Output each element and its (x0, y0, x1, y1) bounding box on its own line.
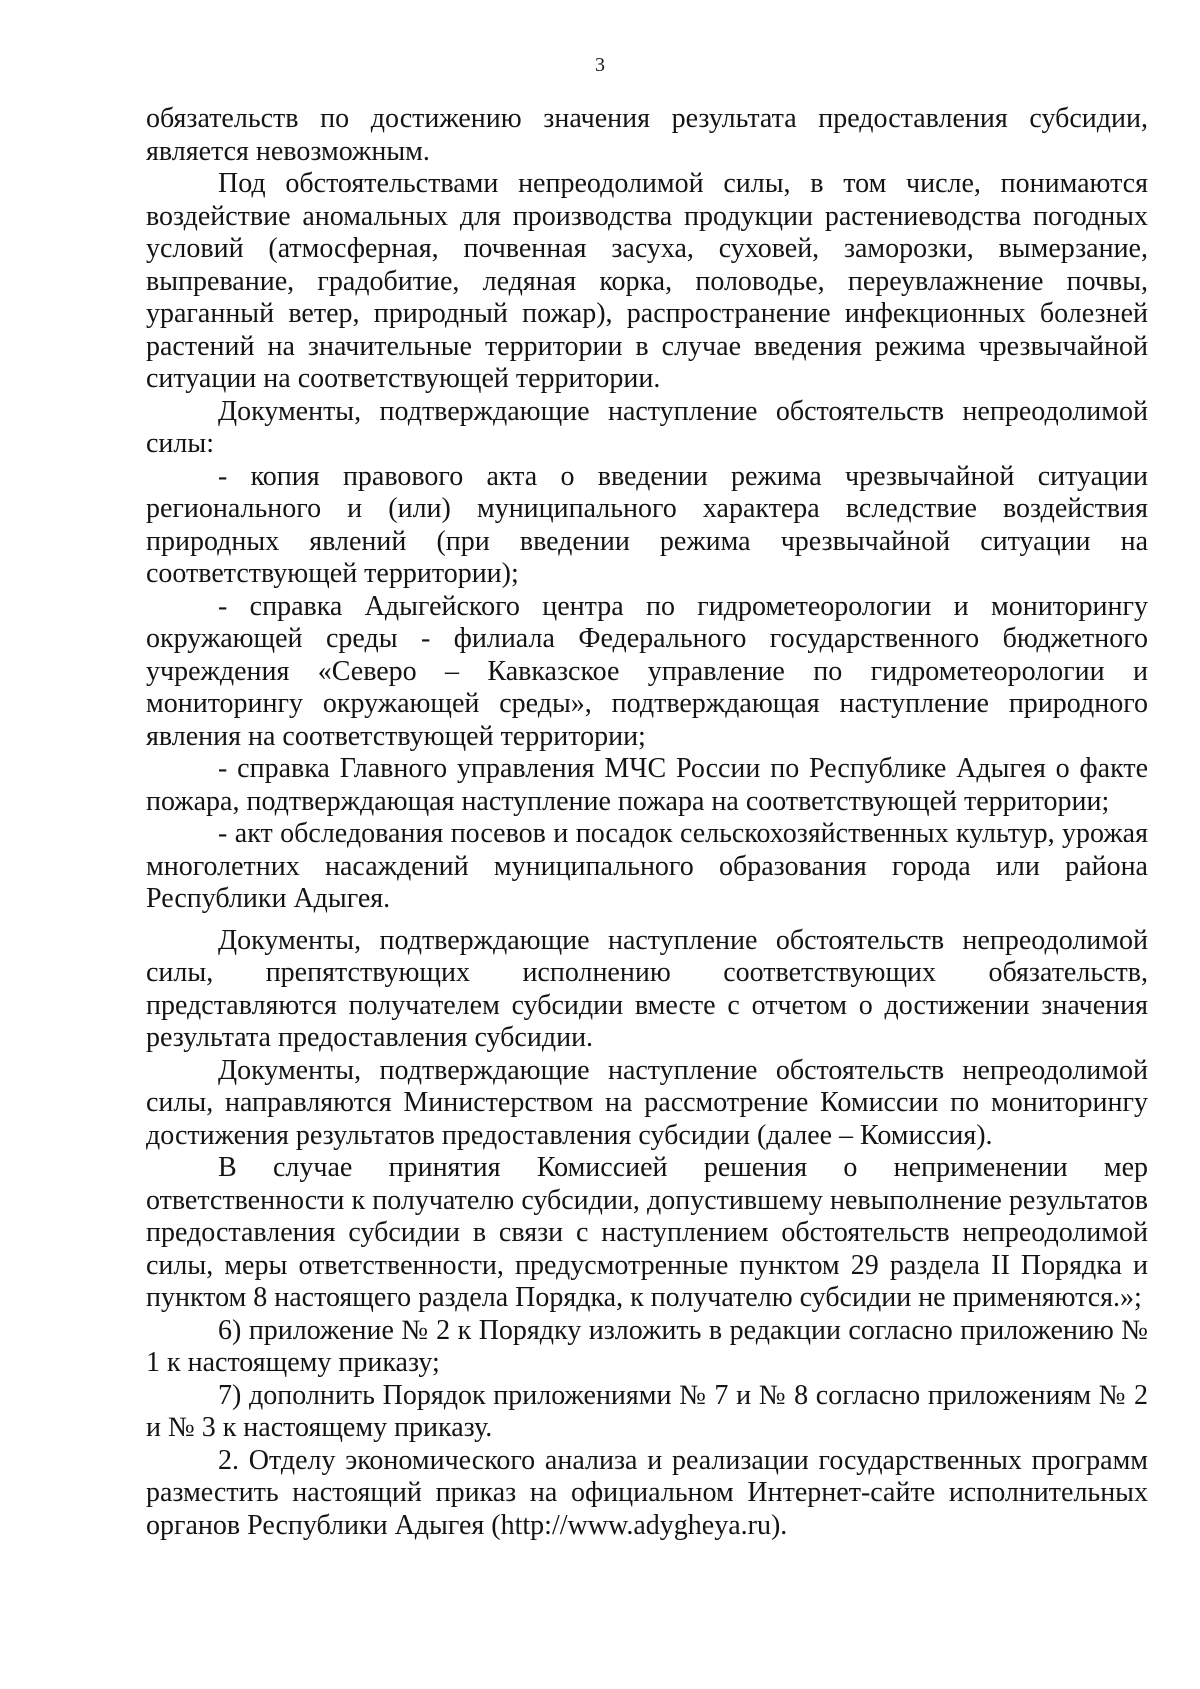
list-item-mchs-certificate: - справка Главного управления МЧС России по Республике Адыгея о факте пожара, подтверждающая наступление пожара на соответствующей территории; (146, 753, 1148, 817)
paragraph-documents-intro: Документы, подтверждающие наступление обстоятельств непреодолимой силы: (146, 395, 1148, 459)
document-body (146, 103, 1148, 1542)
page-number: 3 (595, 54, 605, 76)
paragraph-force-majeure-definition: Под обстоятельствами непреодолимой силы, в том числе, понимаются воздействие аномальных для производства продукции растениеводства погодных условий (атмосферная, почвенная засуха, суховей, заморозки, вымерзание, выпревание, градобитие, ледяная корка, половодье, переувлажнение почвы, ураганный ветер, природный пожар), распространение инфекционных болезней растений на значительные территории в случае введения режима чрезвычайной ситуации на соответствующей территории. (146, 168, 1148, 394)
paragraph-item-6: 6) приложение № 2 к Порядку изложить в редакции согласно приложению № 1 к настоящему приказу; (146, 1314, 1148, 1378)
paragraph-documents-submission: Документы, подтверждающие наступление обстоятельств непреодолимой силы, препятствующих исполнению соответствующих обязательств, представляются получателем субсидии вместе с отчетом о достижении значения результата предоставления субсидии. (146, 924, 1148, 1053)
paragraph-item-7: 7) дополнить Порядок приложениями № 7 и № 8 согласно приложениям № 2 и № 3 к настоящему приказу. (146, 1379, 1148, 1443)
list-item-emergency-act: - копия правового акта о введении режима чрезвычайной ситуации регионального и (или) муниципального характера вследствие воздействия природных явлений (при введении режима чрезвычайной ситуации на соответствующей территории); (146, 460, 1148, 589)
paragraph-continuation: обязательств по достижению значения результата предоставления субсидии, является невозможным. (146, 103, 1148, 167)
paragraph-documents-commission: Документы, подтверждающие наступление обстоятельств непреодолимой силы, направляются Министерством на рассмотрение Комиссии по мониторингу достижения результатов предоставления субсидии (далее – Комиссия). (146, 1054, 1148, 1151)
paragraph-item-2-publication: 2. Отделу экономического анализа и реализации государственных программ разместить настоящий приказ на официальном Интернет-сайте исполнительных органов Республики Адыгея (http://www.adygheya.ru). (146, 1444, 1148, 1541)
list-item-crop-inspection-act: - акт обследования посевов и посадок сельскохозяйственных культур, урожая многолетних насаждений муниципального образования города или района Республики Адыгея. (146, 818, 1148, 914)
list-item-hydromet-certificate: - справка Адыгейского центра по гидрометеорологии и мониторингу окружающей среды - филиала Федерального государственного бюджетного учреждения «Северо – Кавказское управление по гидрометеорологии и мониторингу окружающей среды», подтверждающая наступление природного явления на соответствующей территории; (146, 590, 1148, 752)
paragraph-commission-decision: В случае принятия Комиссией решения о неприменении мер ответственности к получателю субсидии, допустившему невыполнение результатов предоставления субсидии в связи с наступлением обстоятельств непреодолимой силы, меры ответственности, предусмотренные пунктом 29 раздела II Порядка и пунктом 8 настоящего раздела Порядка, к получателю субсидии не применяются.»; (146, 1152, 1148, 1313)
